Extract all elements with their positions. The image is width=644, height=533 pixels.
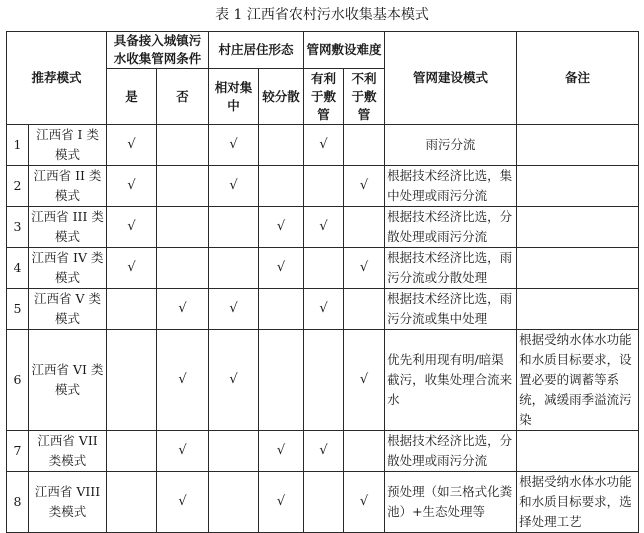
network-mode-cell: 根据技术经济比选，雨污分流或分散处理 [385, 248, 517, 289]
mode-name: 江西省 VIII 类模式 [29, 472, 107, 533]
table-row [7, 207, 639, 248]
row-number: 2 [7, 166, 29, 207]
check-scattered: √ [259, 431, 304, 472]
mode-name: 江西省 III 类模式 [29, 207, 107, 248]
check-unfavorable: √ [344, 472, 385, 533]
check-favorable: √ [304, 125, 344, 166]
check-no [157, 248, 209, 289]
check-yes [107, 330, 157, 431]
row-number: 7 [7, 431, 29, 472]
network-mode-cell: 雨污分流 [385, 125, 517, 166]
header-no: 否 [157, 69, 209, 125]
check-no: √ [157, 330, 209, 431]
check-yes [107, 431, 157, 472]
table-row [7, 125, 639, 166]
header-yes: 是 [107, 69, 157, 125]
table-row [7, 289, 639, 330]
rural-sewage-mode-table [6, 31, 639, 533]
check-unfavorable [344, 125, 385, 166]
check-concentrated [209, 472, 259, 533]
check-favorable [304, 166, 344, 207]
row-number: 5 [7, 289, 29, 330]
row-number: 4 [7, 248, 29, 289]
check-scattered [259, 125, 304, 166]
check-scattered: √ [259, 472, 304, 533]
check-scattered: √ [259, 248, 304, 289]
check-yes: √ [107, 207, 157, 248]
mode-name: 江西省 II 类模式 [29, 166, 107, 207]
check-yes [107, 289, 157, 330]
network-mode-cell: 优先利用现有明/暗渠截污，收集处理合流来水 [385, 330, 517, 431]
remark-cell [517, 431, 639, 472]
check-favorable: √ [304, 431, 344, 472]
check-no: √ [157, 289, 209, 330]
header-unfavorable: 不利于敷管 [344, 69, 385, 125]
header-remarks: 备注 [517, 32, 639, 125]
header-concentrated: 相对集中 [209, 69, 259, 125]
remark-cell [517, 289, 639, 330]
check-yes: √ [107, 125, 157, 166]
network-mode-cell: 根据技术经济比选，集中处理或雨污分流 [385, 166, 517, 207]
check-unfavorable [344, 289, 385, 330]
check-unfavorable: √ [344, 166, 385, 207]
remark-cell [517, 166, 639, 207]
check-concentrated: √ [209, 289, 259, 330]
table-row [7, 431, 639, 472]
check-scattered: √ [259, 207, 304, 248]
remark-cell [517, 248, 639, 289]
row-number: 6 [7, 330, 29, 431]
mode-name: 江西省 I 类模式 [29, 125, 107, 166]
check-favorable: √ [304, 289, 344, 330]
check-concentrated [209, 431, 259, 472]
check-unfavorable: √ [344, 330, 385, 431]
check-unfavorable: √ [344, 248, 385, 289]
header-village-form: 村庄居住形态 [209, 32, 304, 69]
header-favorable: 有利于敷管 [304, 69, 344, 125]
check-scattered [259, 289, 304, 330]
mode-name: 江西省 VI 类模式 [29, 330, 107, 431]
row-number: 3 [7, 207, 29, 248]
table-row [7, 248, 639, 289]
remark-cell [517, 207, 639, 248]
remark-cell: 根据受纳水体水功能和水质目标要求，设置必要的调蓄等系统，减缓雨季溢流污染 [517, 330, 639, 431]
mode-name: 江西省 V 类模式 [29, 289, 107, 330]
check-no [157, 207, 209, 248]
check-no: √ [157, 431, 209, 472]
check-favorable [304, 248, 344, 289]
check-favorable: √ [304, 207, 344, 248]
check-concentrated: √ [209, 166, 259, 207]
header-scattered: 较分散 [259, 69, 304, 125]
table-row [7, 472, 639, 533]
check-yes [107, 472, 157, 533]
network-mode-cell: 预处理（如三格式化粪池）+生态处理等 [385, 472, 517, 533]
row-number: 1 [7, 125, 29, 166]
check-concentrated: √ [209, 330, 259, 431]
network-mode-cell: 根据技术经济比选，分散处理或雨污分流 [385, 207, 517, 248]
check-favorable [304, 472, 344, 533]
check-no [157, 166, 209, 207]
check-favorable [304, 330, 344, 431]
header-network-mode: 管网建设模式 [385, 32, 517, 125]
header-recommended-mode: 推荐模式 [7, 32, 107, 125]
check-no [157, 125, 209, 166]
check-unfavorable [344, 431, 385, 472]
check-concentrated [209, 248, 259, 289]
check-scattered [259, 330, 304, 431]
check-no: √ [157, 472, 209, 533]
header-connect-condition: 具备接入城镇污水收集管网条件 [107, 32, 209, 69]
table-caption: 表 1 江西省农村污水收集基本模式 [215, 7, 429, 23]
check-scattered [259, 166, 304, 207]
row-number: 8 [7, 472, 29, 533]
network-mode-cell: 根据技术经济比选，分散处理或雨污分流 [385, 431, 517, 472]
mode-name: 江西省 VII 类模式 [29, 431, 107, 472]
table-row [7, 330, 639, 431]
mode-name: 江西省 IV 类模式 [29, 248, 107, 289]
check-concentrated: √ [209, 125, 259, 166]
remark-cell: 根据受纳水体水功能和水质目标要求，选择处理工艺 [517, 472, 639, 533]
header-network-difficulty: 管网敷设难度 [304, 32, 385, 69]
check-unfavorable [344, 207, 385, 248]
check-yes: √ [107, 248, 157, 289]
remark-cell [517, 125, 639, 166]
check-concentrated [209, 207, 259, 248]
table-row [7, 166, 639, 207]
check-yes: √ [107, 166, 157, 207]
network-mode-cell: 根据技术经济比选，雨污分流或集中处理 [385, 289, 517, 330]
